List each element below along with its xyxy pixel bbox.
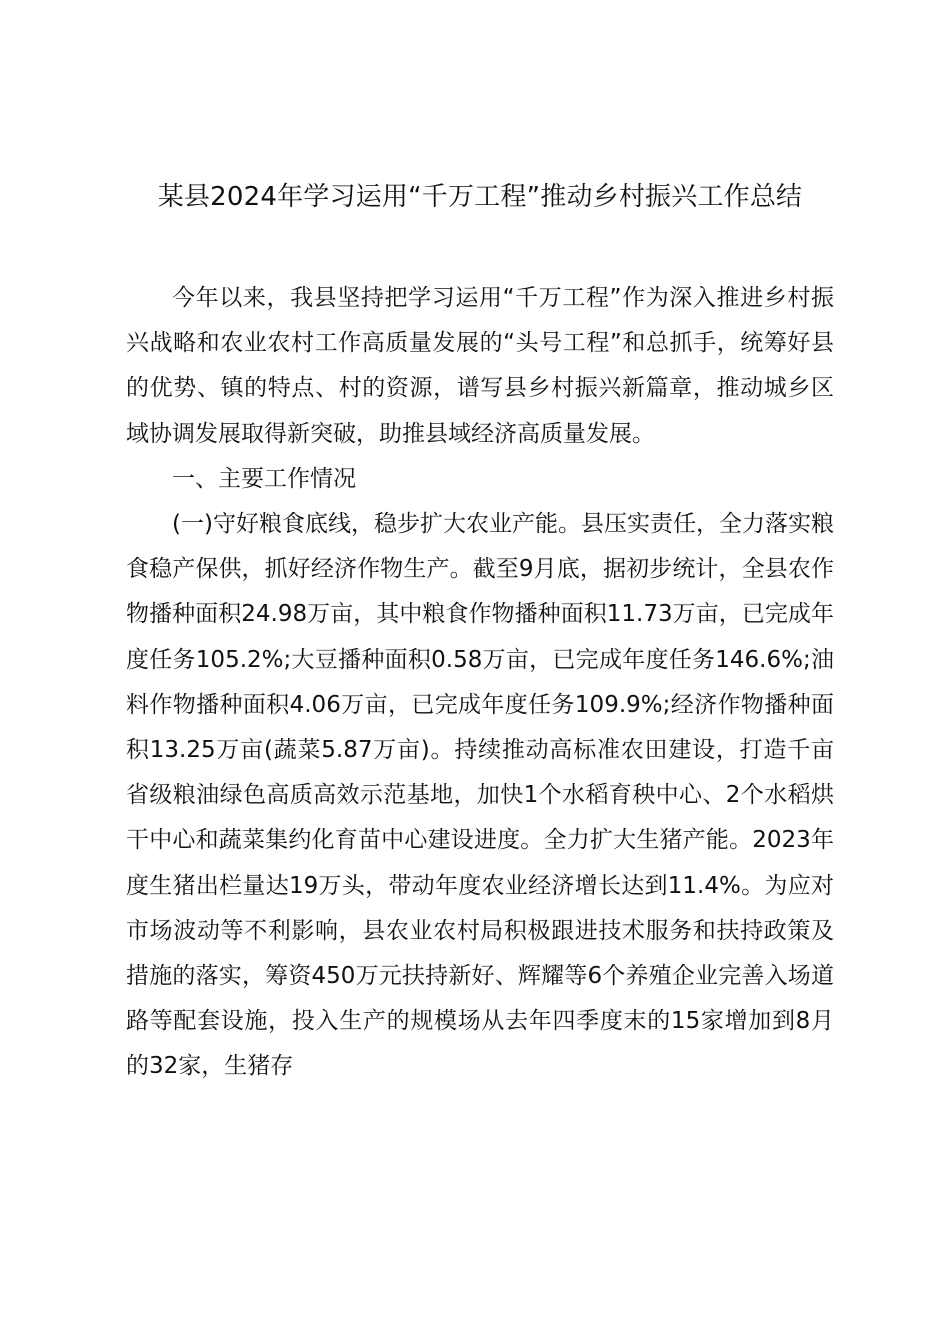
intro-paragraph: 今年以来，我县坚持把学习运用“千万工程”作为深入推进乡村振兴战略和农业农村工作高质量发展的“头号工程”和总抓手，统筹好县的优势、镇的特点、村的资源，谱写县乡村振兴新篇章，推动城乡区域协调发展取得新突破，助推县域经济高质量发展。 — [126, 285, 834, 447]
document-title: 某县2024年学习运用“千万工程”推动乡村振兴工作总结 — [157, 182, 803, 212]
section-paragraph: (一)守好粮食底线，稳步扩大农业产能。县压实责任，全力落实粮食稳产保供，抓好经济作物生产。截至9月底，据初步统计，全县农作物播种面积24.98万亩，其中粮食作物播种面积11.73万亩，已完成年度任务105.2%;大豆播种面积0.58万亩，已完成年度任务146.6%;油料作物播种面积4.06万亩，已完成年度任务109.9%;经济作物播种面积13.25万亩(蔬菜5.87万亩)。持续推动高标准农田建设，打造千亩省级粮油绿色高质高效示范基地，加快1个水稻育秧中心、2个水稻烘干中心和蔬菜集约化育苗中心建设进度。全力扩大生猪产能。2023年度生猪出栏量达19万头，带动年度农业经济增长达到11.4%。为应对市场波动等不利影响，县农业农村局积极跟进技术服务和扶持政策及措施的落实，筹资450万元扶持新好、辉耀等6个养殖企业完善入场道路等配套设施，投入生产的规模场从去年四季度末的15家增加到8月的32家，生猪存 — [126, 511, 834, 1080]
document-body — [126, 276, 834, 1090]
section-heading: 一、主要工作情况 — [172, 465, 356, 492]
